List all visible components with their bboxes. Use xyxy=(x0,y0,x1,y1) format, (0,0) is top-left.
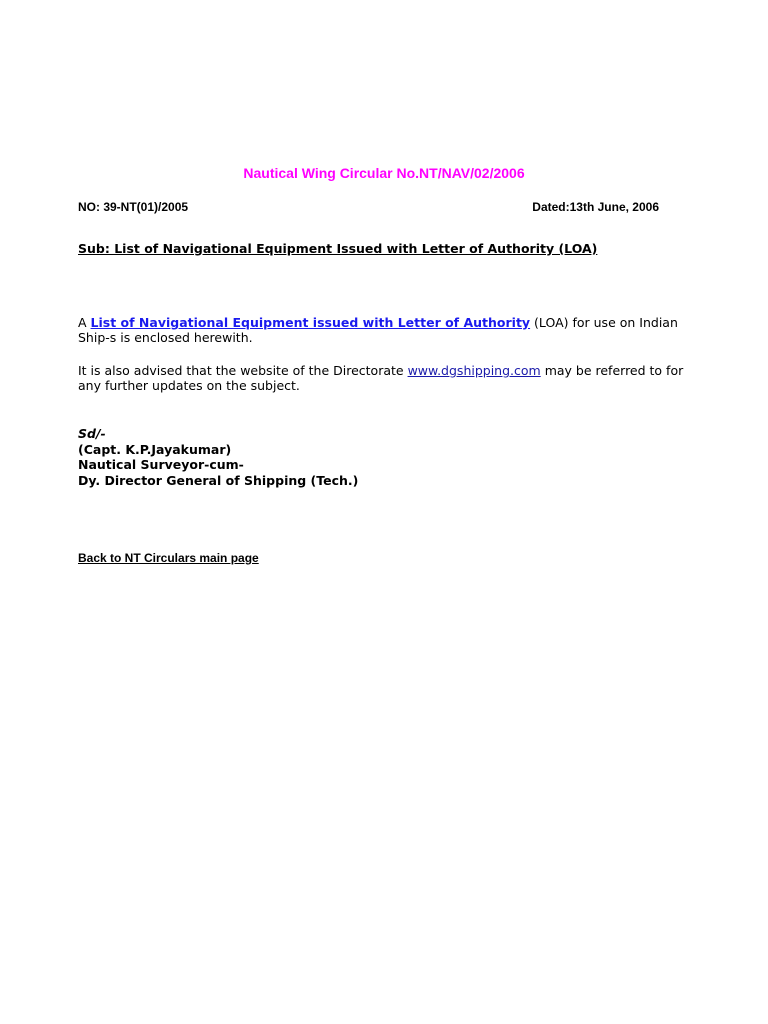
signature-sd: Sd/- xyxy=(78,426,106,441)
reference-number: NO: 39-NT(01)/2005 xyxy=(78,200,189,214)
paragraph-enclosure-suffix: (LOA) for use on Indian Ship-s is enclosed herewith. xyxy=(78,315,678,345)
back-to-circulars-link[interactable]: Back to NT Circulars main page xyxy=(78,551,259,565)
paragraph-enclosure xyxy=(78,315,690,345)
paragraph-website-prefix: It is also advised that the website of the Directorate xyxy=(78,363,408,378)
dgshipping-website-link[interactable]: www.dgshipping.com xyxy=(407,363,541,378)
paragraph-enclosure-prefix: A xyxy=(78,315,91,330)
signatory-designation-2: Dy. Director General of Shipping (Tech.) xyxy=(78,472,359,488)
signature-block xyxy=(78,426,358,488)
reference-date: Dated:13th June, 2006 xyxy=(532,200,659,214)
signatory-designation-1: Nautical Surveyor-cum- xyxy=(78,457,244,472)
equipment-list-link[interactable]: List of Navigational Equipment issued with Letter of Authority xyxy=(90,315,531,330)
paragraph-website-suffix: may be referred to for any further updates on the subject. xyxy=(78,363,684,393)
signatory-name: (Capt. K.P.Jayakumar) xyxy=(78,441,232,457)
circular-title: Nautical Wing Circular No.NT/NAV/02/2006 xyxy=(243,165,525,181)
paragraph-website xyxy=(78,363,690,393)
subject-line: Sub: List of Navigational Equipment Issued with Letter of Authority (LOA) xyxy=(78,241,598,256)
